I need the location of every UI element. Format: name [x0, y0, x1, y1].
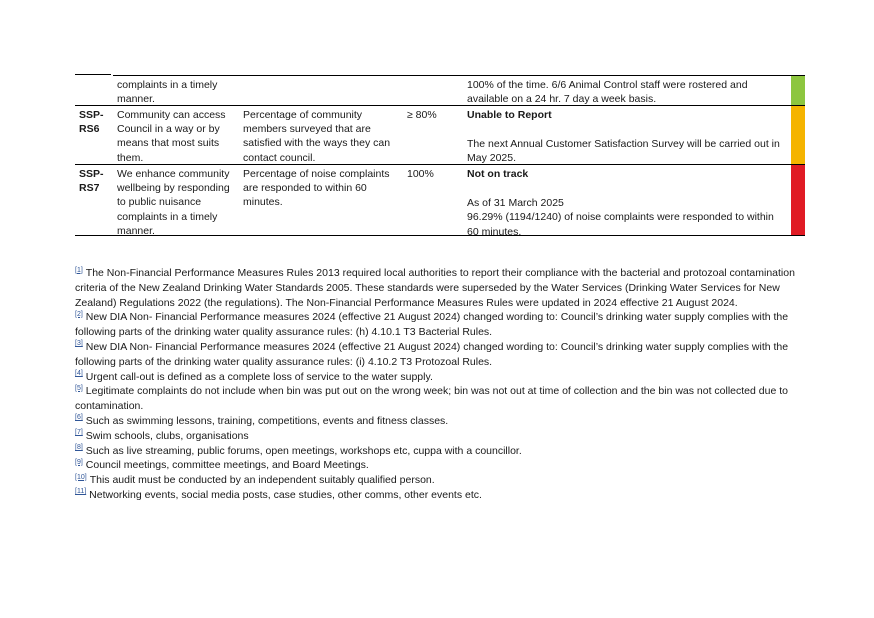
footnote [75, 266, 800, 310]
footnote-text: Urgent call-out is defined as a complete loss of service to the water supply. [85, 370, 433, 383]
result-line: 100% of the time. 6/6 Animal Control staff were rostered and available on a 24 hr. 7 day a week basis. [467, 79, 748, 106]
footnote-ref-link[interactable]: [2] [75, 310, 83, 318]
result-text [463, 165, 791, 238]
measure-id: SSP-RS7 [79, 168, 104, 195]
footnote-text: This audit must be conducted by an independent suitably qualified person. [89, 474, 435, 487]
performance-table [75, 75, 805, 236]
footnote [75, 370, 800, 385]
table-row [75, 105, 805, 164]
status-label: Not on track [467, 168, 529, 180]
footnote-ref-link[interactable]: [9] [75, 458, 83, 466]
result-line: 96.29% (1194/1240) of noise complaints were responded to within 60 minutes. [467, 211, 774, 238]
footnote-ref-link[interactable]: [3] [75, 340, 83, 348]
footnote-ref-link[interactable]: [6] [75, 414, 83, 422]
performance-measure [239, 76, 403, 105]
performance-measure: Percentage of noise complaints are responded to within 60 minutes. [243, 168, 390, 209]
footnote-text: The Non-Financial Performance Measures Rules 2013 required local authorities to report their compliance with the bacterial and protozoal contamination criteria of the New Zealand Drinking Water Standards 2005. These standards were superseded by the Water Services (Drinking Water Services for New Zealand) Regulations 2022 (the regulations). The Non-Financial Performance Measures Rules were updated in 2024 effective 21 August 2024. [75, 267, 795, 309]
footnote-text: New DIA Non- Financial Performance measures 2024 (effective 21 August 2024) changed wording to: Council’s drinking water supply complies with the following parts of the drinking water quality assurance rules: (h) 4.10.1 T3 Bacterial Rules. [75, 311, 789, 339]
footnote-text: Networking events, social media posts, case studies, other comms, other events etc. [89, 488, 482, 501]
footnote [75, 444, 800, 459]
result-line: As of 31 March 2025 [467, 197, 564, 210]
footnote-text: Council meetings, committee meetings, and Board Meetings. [85, 459, 369, 472]
footnote-ref-link[interactable]: [1] [75, 266, 83, 274]
status-indicator-red [791, 165, 805, 235]
footnote [75, 310, 800, 340]
level-of-service: complaints in a timely manner. [117, 79, 218, 106]
footnote-text: New DIA Non- Financial Performance measures 2024 (effective 21 August 2024) changed wording to: Council’s drinking water supply complies with the following parts of the drinking water quality assurance rules: (i) 4.10.2 T3 Protozoal Rules. [75, 340, 789, 368]
footnote-ref-link[interactable]: [11] [75, 488, 87, 496]
measure-id [75, 76, 113, 105]
level-of-service: Community can access Council in a way or by means that most suits them. [117, 109, 226, 164]
footnote [75, 473, 800, 488]
status-indicator-green [791, 76, 805, 105]
footnote-ref-link[interactable]: [4] [75, 370, 83, 378]
footnote-ref-link[interactable]: [5] [75, 384, 83, 392]
footnote [75, 340, 800, 370]
target-value [403, 76, 463, 105]
footnote-ref-link[interactable]: [8] [75, 444, 83, 452]
footnote-text: Swim schools, clubs, organisations [85, 429, 249, 442]
footnote-text: Legitimate complaints do not include when bin was put out on the wrong week; bin was not out at time of collection and the bin was not collected due to contamination. [75, 385, 788, 413]
footnote-ref-link[interactable]: [10] [75, 473, 87, 481]
status-indicator-amber [791, 106, 805, 164]
footnote-text: Such as live streaming, public forums, open meetings, workshops etc, cuppa with a councillor. [85, 444, 522, 457]
level-of-service: We enhance community wellbeing by responding to public nuisance complaints in a timely manner. [117, 168, 230, 237]
result-text [463, 76, 791, 105]
footnote [75, 429, 800, 444]
footnotes [75, 266, 800, 503]
footnote-text: Such as swimming lessons, training, competitions, events and fitness classes. [85, 414, 449, 427]
target-value: ≥ 80% [407, 109, 437, 121]
result-text [463, 106, 791, 164]
target-value: 100% [407, 168, 434, 180]
footnote [75, 414, 800, 429]
footnote [75, 384, 800, 414]
table-row [75, 75, 805, 105]
result-line: The next Annual Customer Satisfaction Survey will be carried out in May 2025. [467, 138, 780, 165]
footnote [75, 488, 800, 503]
status-label: Unable to Report [467, 109, 552, 121]
footnote [75, 458, 800, 473]
measure-id: SSP-RS6 [79, 109, 104, 136]
table-row [75, 164, 805, 236]
performance-measure: Percentage of community members surveyed that are satisfied with the ways they can contact council. [243, 109, 391, 164]
footnote-ref-link[interactable]: [7] [75, 429, 83, 437]
